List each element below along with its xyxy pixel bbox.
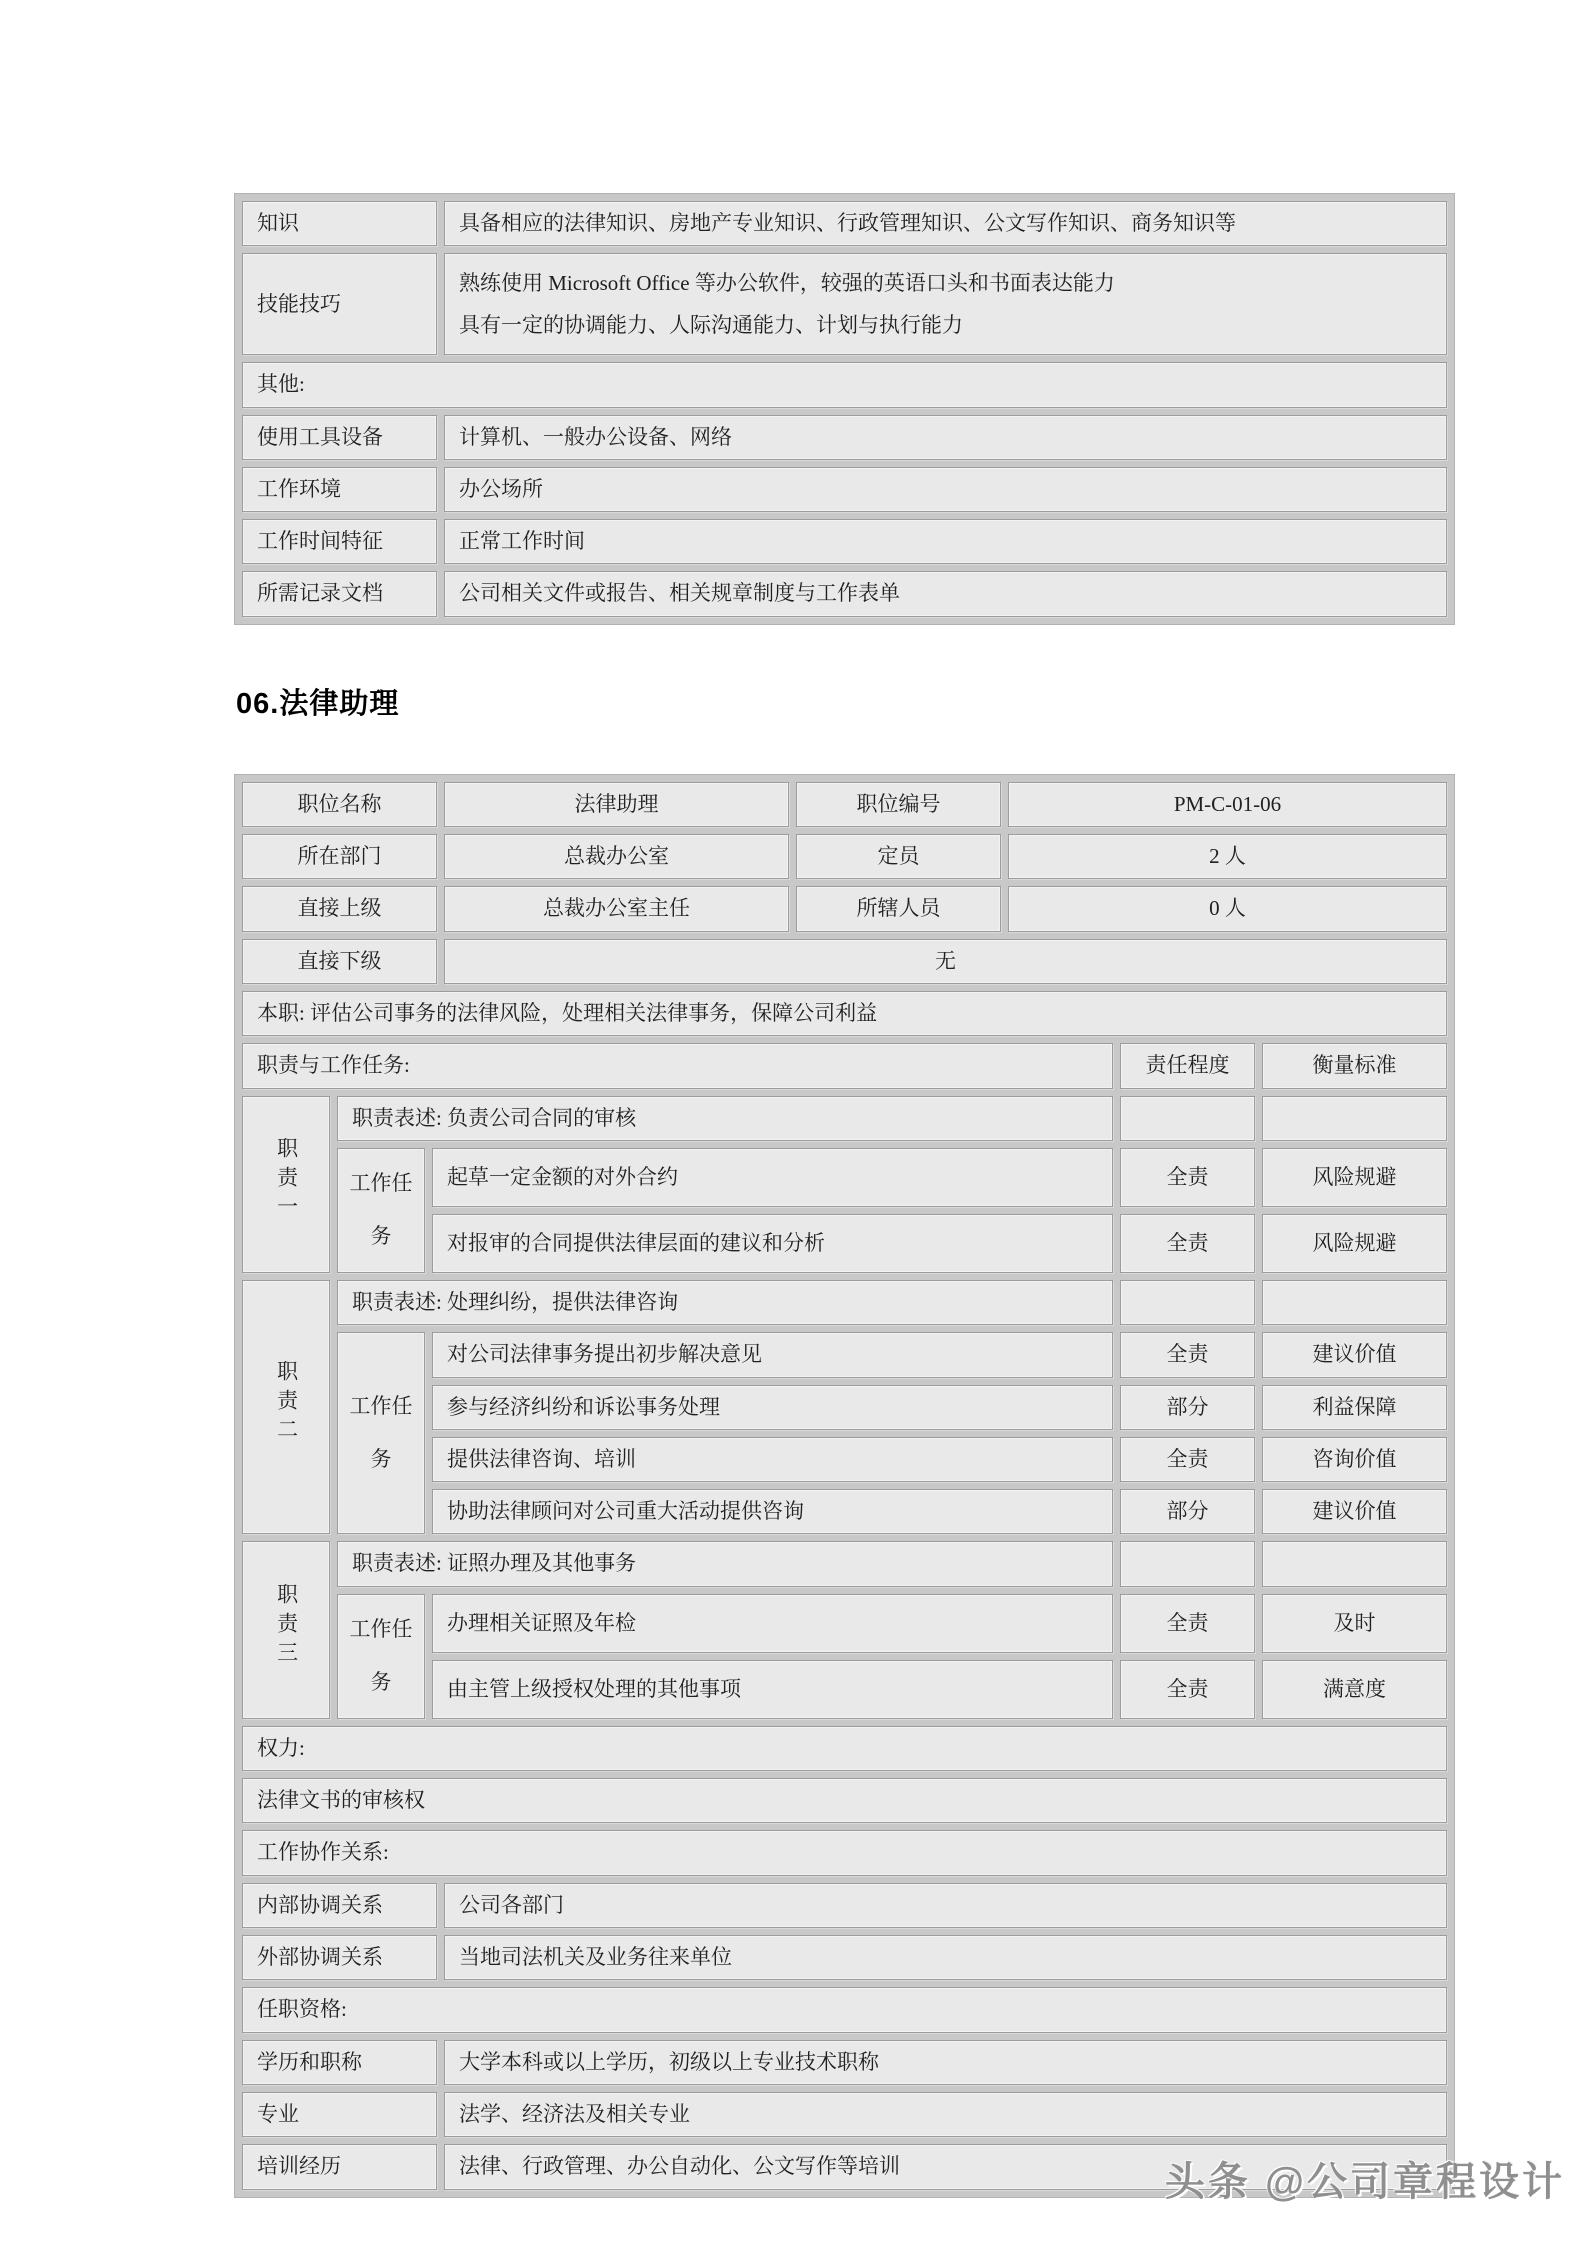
- table-row: [242, 1332, 1447, 1377]
- table-row: [242, 467, 1447, 512]
- responsibility-cell: 全责: [1120, 1594, 1255, 1653]
- section-label-cell: 任职资格:: [242, 1987, 1447, 2032]
- measure-cell: 风险规避: [1262, 1148, 1447, 1207]
- mission-table: [235, 984, 1454, 1043]
- info-label-cell: 职位名称: [242, 782, 437, 827]
- info-label-cell: 直接上级: [242, 886, 437, 931]
- row-value-cell: 计算机、一般办公设备、网络: [444, 415, 1447, 460]
- task-label-cell: 工作任务: [337, 1594, 425, 1719]
- info-value-cell: PM-C-01-06: [1008, 782, 1447, 827]
- duty-group-cell: [242, 1541, 330, 1718]
- table-row: [242, 1594, 1447, 1653]
- table-row: [242, 1280, 1447, 1325]
- info-label-cell: 直接下级: [242, 939, 437, 984]
- row-value-cell: 正常工作时间: [444, 519, 1447, 564]
- cooperation-title-table: [235, 1823, 1454, 1882]
- row-label-cell: 专业: [242, 2092, 437, 2137]
- duty-statement-cell: 职责表述: 负责公司合同的审核: [337, 1096, 1113, 1141]
- job-info-table: [235, 775, 1454, 991]
- table-row: [242, 886, 1447, 931]
- info-label-cell: 定员: [796, 834, 1001, 879]
- row-value-cell: 具备相应的法律知识、房地产专业知识、行政管理知识、公文写作知识、商务知识等: [444, 201, 1447, 246]
- table-row: [242, 834, 1447, 879]
- duty-group-label: 职责三: [274, 1582, 299, 1670]
- qualification-title-table: [235, 1980, 1454, 2039]
- row-value-cell: 大学本科或以上学历，初级以上专业技术职称: [444, 2040, 1447, 2085]
- responsibility-cell: 全责: [1120, 1437, 1255, 1482]
- table-row: [242, 2040, 1447, 2085]
- table-row: [242, 1883, 1447, 1928]
- responsibility-header-cell: 责任程度: [1120, 1043, 1255, 1088]
- row-label-cell: 外部协调关系: [242, 1935, 437, 1980]
- power-table: [235, 1719, 1454, 1831]
- responsibility-cell: 全责: [1120, 1332, 1255, 1377]
- profile-table-frame: [234, 193, 1455, 625]
- table-row: [242, 571, 1447, 616]
- duty-statement-cell: 职责表述: 证照办理及其他事务: [337, 1541, 1113, 1586]
- row-label-cell: 工作时间特征: [242, 519, 437, 564]
- info-value-cell: 0 人: [1008, 886, 1447, 931]
- row-value-cell: 公司各部门: [444, 1883, 1447, 1928]
- task-text-cell: 对公司法律事务提出初步解决意见: [432, 1332, 1113, 1377]
- table-row: [242, 1830, 1447, 1875]
- duties-header-table: [235, 1036, 1454, 1095]
- row-label-cell: 学历和职称: [242, 2040, 437, 2085]
- section-heading: 06.法律助理: [236, 687, 400, 720]
- table-row: [242, 253, 1447, 355]
- task-label-cell: 工作任务: [337, 1148, 425, 1273]
- table-row: [242, 1935, 1447, 1980]
- table-row: [242, 519, 1447, 564]
- duty-statement-cell: 职责表述: 处理纠纷，提供法律咨询: [337, 1280, 1113, 1325]
- table-row: [242, 782, 1447, 827]
- row-value-cell: 法学、经济法及相关专业: [444, 2092, 1447, 2137]
- duty-group-label: 职责二: [274, 1360, 299, 1448]
- table-row: [242, 1096, 1447, 1141]
- section-label-cell: 其他:: [242, 362, 1447, 407]
- duty-group-cell: [242, 1280, 330, 1534]
- measure-cell: 建议价值: [1262, 1332, 1447, 1377]
- responsibility-cell: 全责: [1120, 1214, 1255, 1273]
- responsibility-cell: 部分: [1120, 1385, 1255, 1430]
- info-value-cell: 总裁办公室: [444, 834, 789, 879]
- row-label-cell: 知识: [242, 201, 437, 246]
- row-label-cell: 工作环境: [242, 467, 437, 512]
- row-value-cell: [444, 253, 1447, 355]
- task-label-cell: 工作任务: [337, 1332, 425, 1534]
- mission-cell: 本职: 评估公司事务的法律风险，处理相关法律事务，保障公司利益: [242, 991, 1447, 1036]
- measure-cell: 建议价值: [1262, 1489, 1447, 1534]
- responsibility-cell: 全责: [1120, 1660, 1255, 1719]
- info-value-cell: 总裁办公室主任: [444, 886, 789, 931]
- measure-cell: 咨询价值: [1262, 1437, 1447, 1482]
- duty-group-1-table: [235, 1089, 1454, 1280]
- cooperation-table: [235, 1876, 1454, 1988]
- info-value-cell: 无: [444, 939, 1447, 984]
- task-text-cell: 办理相关证照及年检: [432, 1594, 1113, 1653]
- info-label-cell: 所在部门: [242, 834, 437, 879]
- section-label-cell: 工作协作关系:: [242, 1830, 1447, 1875]
- table-row: [242, 1726, 1447, 1771]
- watermark-text: 头条 @公司章程设计: [1164, 2160, 1565, 2204]
- row-label-cell: 技能技巧: [242, 253, 437, 355]
- task-text-cell: 起草一定金额的对外合约: [432, 1148, 1113, 1207]
- task-text-cell: 对报审的合同提供法律层面的建议和分析: [432, 1214, 1113, 1273]
- task-text-cell: 由主管上级授权处理的其他事项: [432, 1660, 1113, 1719]
- empty-cell: [1262, 1096, 1447, 1141]
- duty-group-cell: [242, 1096, 330, 1273]
- table-row: [242, 939, 1447, 984]
- table-row: [242, 362, 1447, 407]
- measure-cell: 满意度: [1262, 1660, 1447, 1719]
- row-label-cell: 内部协调关系: [242, 1883, 437, 1928]
- empty-cell: [1120, 1096, 1255, 1141]
- table-row: [242, 1148, 1447, 1207]
- measure-cell: 及时: [1262, 1594, 1447, 1653]
- row-value-cell: 公司相关文件或报告、相关规章制度与工作表单: [444, 571, 1447, 616]
- task-text-cell: 提供法律咨询、培训: [432, 1437, 1113, 1482]
- empty-cell: [1120, 1280, 1255, 1325]
- responsibility-cell: 部分: [1120, 1489, 1255, 1534]
- measure-cell: 风险规避: [1262, 1214, 1447, 1273]
- info-value-cell: 2 人: [1008, 834, 1447, 879]
- empty-cell: [1120, 1541, 1255, 1586]
- skill-line-1: 熟练使用 Microsoft Office 等办公软件，较强的英语口头和书面表达能力: [459, 271, 1115, 296]
- duty-group-3-table: [235, 1534, 1454, 1725]
- empty-cell: [1262, 1280, 1447, 1325]
- table-row: [242, 201, 1447, 246]
- power-item-cell: 法律文书的审核权: [242, 1778, 1447, 1823]
- duty-group-label: 职责一: [274, 1137, 299, 1225]
- row-label-cell: 使用工具设备: [242, 415, 437, 460]
- responsibility-cell: 全责: [1120, 1148, 1255, 1207]
- row-label-cell: 培训经历: [242, 2144, 437, 2189]
- table-row: [242, 1043, 1447, 1088]
- row-value-cell: 当地司法机关及业务往来单位: [444, 1935, 1447, 1980]
- row-value-cell: 法律、行政管理、办公自动化、公文写作等培训: [444, 2144, 1447, 2189]
- measure-cell: 利益保障: [1262, 1385, 1447, 1430]
- info-label-cell: 所辖人员: [796, 886, 1001, 931]
- profile-table: [235, 194, 1454, 624]
- row-label-cell: 所需记录文档: [242, 571, 437, 616]
- task-text-cell: 协助法律顾问对公司重大活动提供咨询: [432, 1489, 1113, 1534]
- skill-line-2: 具有一定的协调能力、人际沟通能力、计划与执行能力: [459, 313, 963, 338]
- table-row: [242, 1987, 1447, 2032]
- empty-cell: [1262, 1541, 1447, 1586]
- document-content: [234, 193, 1455, 2198]
- info-label-cell: 职位编号: [796, 782, 1001, 827]
- task-text-cell: 参与经济纠纷和诉讼事务处理: [432, 1385, 1113, 1430]
- section-label-cell: 权力:: [242, 1726, 1447, 1771]
- row-value-cell: 办公场所: [444, 467, 1447, 512]
- info-value-cell: 法律助理: [444, 782, 789, 827]
- table-row: [242, 1778, 1447, 1823]
- duties-title-cell: 职责与工作任务:: [242, 1043, 1113, 1088]
- duty-group-2-table: [235, 1273, 1454, 1541]
- table-row: [242, 1541, 1447, 1586]
- table-row: [242, 2092, 1447, 2137]
- job-table-frame: [234, 774, 1455, 2198]
- measure-header-cell: 衡量标准: [1262, 1043, 1447, 1088]
- table-row: [242, 415, 1447, 460]
- table-row: [242, 991, 1447, 1036]
